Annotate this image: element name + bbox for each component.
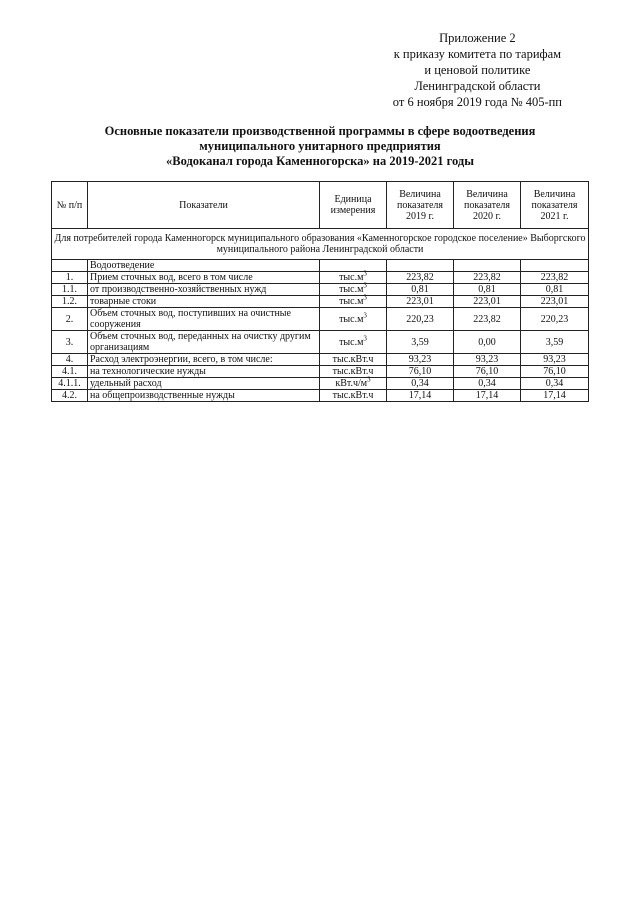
table-row bbox=[52, 378, 589, 390]
row-indicator: от производственно-хозяйственных нужд bbox=[88, 284, 320, 296]
unit-text: тыс.м bbox=[339, 296, 364, 307]
group-empty-cell bbox=[387, 260, 454, 272]
table-row bbox=[52, 366, 589, 378]
row-indicator: Расход электроэнергии, всего, в том числе: bbox=[88, 354, 320, 366]
row-value-2019: 76,10 bbox=[387, 366, 454, 378]
group-empty-cell bbox=[320, 260, 387, 272]
indicators-table bbox=[51, 181, 589, 402]
row-value-2021: 76,10 bbox=[521, 366, 589, 378]
row-unit bbox=[320, 354, 387, 366]
row-value-2019: 93,23 bbox=[387, 354, 454, 366]
section-row bbox=[52, 229, 589, 260]
row-value-2021: 0,34 bbox=[521, 378, 589, 390]
row-value-2020: 223,01 bbox=[454, 296, 521, 308]
document-title bbox=[40, 124, 600, 169]
row-value-2021: 223,82 bbox=[521, 272, 589, 284]
unit-text: тыс.кВт.ч bbox=[332, 366, 374, 377]
row-value-2020: 93,23 bbox=[454, 354, 521, 366]
unit-text: тыс.м bbox=[339, 336, 364, 348]
unit-text: тыс.м bbox=[339, 313, 364, 325]
unit-superscript: 3 bbox=[363, 293, 367, 302]
row-num: 4.2. bbox=[52, 390, 88, 402]
row-value-2021: 93,23 bbox=[521, 354, 589, 366]
header-indicator: Показатели bbox=[88, 182, 320, 229]
row-indicator: удельный расход bbox=[88, 378, 320, 390]
row-indicator: товарные стоки bbox=[88, 296, 320, 308]
table-row bbox=[52, 296, 589, 308]
appendix-line: от 6 ноября 2019 года № 405-пп bbox=[392, 95, 562, 109]
row-indicator: Объем сточных вод, поступивших на очистные сооружения bbox=[88, 308, 320, 331]
row-indicator: Объем сточных вод, переданных на очистку другим организациям bbox=[88, 331, 320, 354]
row-unit bbox=[320, 366, 387, 378]
appendix-line: Приложение 2 bbox=[439, 31, 516, 45]
row-value-2021: 17,14 bbox=[521, 390, 589, 402]
header-unit: Единица измерения bbox=[320, 182, 387, 229]
appendix-line: Ленинградской области bbox=[414, 79, 541, 93]
row-indicator: на общепроизводственные нужды bbox=[88, 390, 320, 402]
unit-text: тыс.м bbox=[339, 272, 364, 283]
row-value-2019: 3,59 bbox=[387, 331, 454, 354]
row-value-2021: 220,23 bbox=[521, 308, 589, 331]
table-row bbox=[52, 284, 589, 296]
title-line: «Водоканал города Каменногорска» на 2019-2021 годы bbox=[166, 154, 474, 168]
row-value-2019: 0,34 bbox=[387, 378, 454, 390]
row-unit bbox=[320, 331, 387, 354]
unit-text: тыс.м bbox=[339, 284, 364, 295]
group-empty-cell bbox=[454, 260, 521, 272]
header-2019: Величина показателя 2019 г. bbox=[387, 182, 454, 229]
appendix-line: к приказу комитета по тарифам bbox=[393, 47, 562, 61]
header-2021: Величина показателя 2021 г. bbox=[521, 182, 589, 229]
row-value-2020: 223,82 bbox=[454, 272, 521, 284]
table-row bbox=[52, 308, 589, 331]
group-row bbox=[52, 260, 589, 272]
table-row bbox=[52, 331, 589, 354]
table-row bbox=[52, 354, 589, 366]
header-2020: Величина показателя 2020 г. bbox=[454, 182, 521, 229]
table-header-row bbox=[52, 182, 589, 229]
unit-text: тыс.кВт.ч bbox=[332, 354, 374, 365]
row-value-2019: 220,23 bbox=[387, 308, 454, 331]
group-num-cell bbox=[52, 260, 88, 272]
row-num: 4.1.1. bbox=[52, 378, 88, 390]
row-num: 4.1. bbox=[52, 366, 88, 378]
row-value-2021: 0,81 bbox=[521, 284, 589, 296]
row-value-2019: 223,01 bbox=[387, 296, 454, 308]
row-num: 4. bbox=[52, 354, 88, 366]
row-indicator: Прием сточных вод, всего в том числе bbox=[88, 272, 320, 284]
row-value-2020: 17,14 bbox=[454, 390, 521, 402]
unit-superscript: 3 bbox=[363, 269, 367, 278]
row-unit bbox=[320, 308, 387, 331]
row-value-2020: 76,10 bbox=[454, 366, 521, 378]
row-indicator: на технологические нужды bbox=[88, 366, 320, 378]
unit-superscript: 3 bbox=[363, 311, 367, 320]
appendix-block bbox=[393, 30, 562, 110]
row-unit bbox=[320, 293, 387, 308]
table-row bbox=[52, 390, 589, 402]
row-unit bbox=[320, 269, 387, 284]
row-num: 3. bbox=[52, 331, 88, 354]
row-value-2021: 3,59 bbox=[521, 331, 589, 354]
row-unit bbox=[320, 281, 387, 296]
title-line: Основные показатели производственной программы в сфере водоотведения bbox=[104, 124, 536, 138]
row-value-2020: 0,81 bbox=[454, 284, 521, 296]
row-num: 1. bbox=[52, 272, 88, 284]
appendix-line: и ценовой политике bbox=[424, 63, 531, 77]
row-value-2019: 223,82 bbox=[387, 272, 454, 284]
row-unit bbox=[320, 390, 387, 402]
table-row bbox=[52, 272, 589, 284]
header-num: № п/п bbox=[52, 182, 88, 229]
row-num: 1.1. bbox=[52, 284, 88, 296]
row-num: 1.2. bbox=[52, 296, 88, 308]
unit-superscript: 3 bbox=[367, 375, 371, 384]
row-num: 2. bbox=[52, 308, 88, 331]
row-value-2019: 17,14 bbox=[387, 390, 454, 402]
unit-text: кВт.ч/м bbox=[335, 378, 368, 389]
group-label: Водоотведение bbox=[88, 260, 320, 272]
section-title: Для потребителей города Каменногорск муниципального образования «Каменногорское городское поселение» Выборгского муниципального района Ленинградской области bbox=[52, 229, 589, 260]
row-value-2020: 0,34 bbox=[454, 378, 521, 390]
unit-superscript: 3 bbox=[363, 281, 367, 290]
row-value-2020: 0,00 bbox=[454, 331, 521, 354]
row-unit bbox=[320, 375, 387, 390]
row-value-2021: 223,01 bbox=[521, 296, 589, 308]
group-empty-cell bbox=[521, 260, 589, 272]
unit-superscript: 3 bbox=[363, 334, 367, 343]
row-value-2019: 0,81 bbox=[387, 284, 454, 296]
unit-text: тыс.кВт.ч bbox=[332, 390, 374, 401]
row-value-2020: 223,82 bbox=[454, 308, 521, 331]
title-line: муниципального унитарного предприятия bbox=[199, 139, 441, 153]
